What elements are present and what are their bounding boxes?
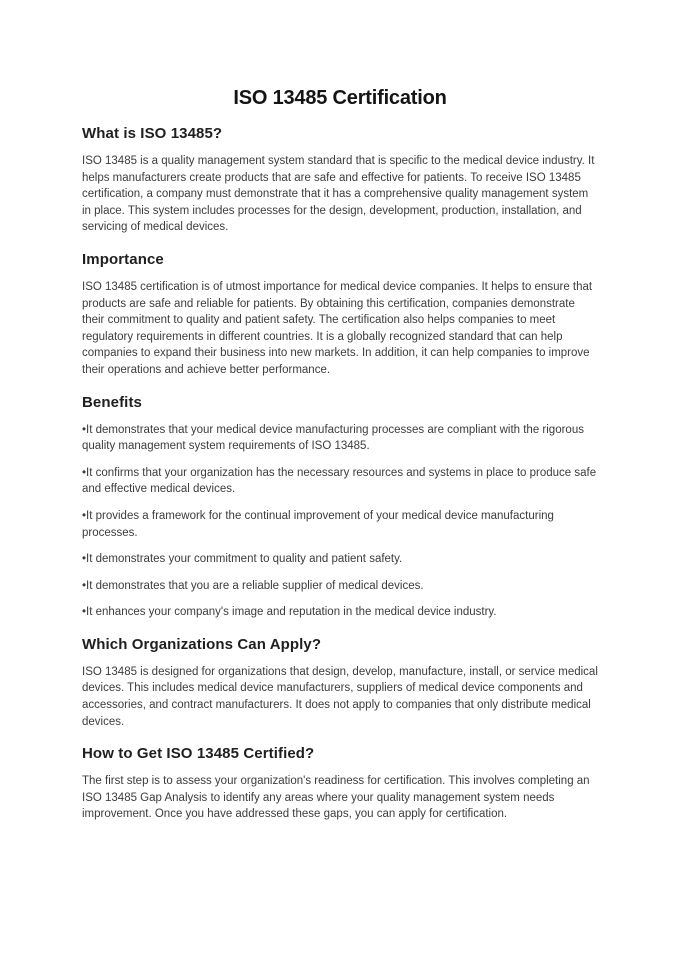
bullet-icon: • (82, 579, 87, 592)
bullet-text: It confirms that your organization has the necessary resources and systems in place to produce safe and effective medical devices. (82, 466, 597, 496)
bullet-item (82, 465, 598, 498)
section-which-organizations (82, 635, 598, 730)
bullet-icon: • (82, 509, 87, 522)
bullet-item (82, 578, 598, 595)
bullet-item (82, 508, 598, 541)
bullet-icon: • (82, 466, 87, 479)
section-what-is (82, 124, 598, 236)
section-heading: Which Organizations Can Apply? (82, 635, 322, 653)
bullet-text: It enhances your company's image and reputation in the medical device industry. (86, 606, 497, 619)
bullet-text: It demonstrates your commitment to quality and patient safety. (86, 553, 403, 566)
bullet-icon: • (82, 606, 87, 619)
section-how-to-get-certified (82, 744, 598, 823)
paragraph: ISO 13485 certification is of utmost importance for medical device companies. It helps to ensure that products are safe and reliable for patients. By obtaining this certification, companies demonstrate their commitment to quality and patient safety. The certification also helps companies to meet regulatory requirements in different countries. It is a globally recognized standard that can help companies to expand their business into new markets. In addition, it can help companies to improve their operations and achieve better performance. (82, 280, 593, 376)
bullet-item (82, 604, 598, 621)
document-title: ISO 13485 Certification (233, 87, 447, 109)
bullet-text: It demonstrates that you are a reliable supplier of medical devices. (86, 579, 424, 592)
paragraph: ISO 13485 is designed for organizations that design, develop, manufacture, install, or service medical devices. This includes medical device manufacturers, suppliers of medical device components and accessories, and contract manufacturers. It does not apply to companies that only distribute medical devices. (82, 665, 598, 728)
bullet-icon: • (82, 553, 87, 566)
section-benefits (82, 393, 598, 621)
section-importance (82, 250, 598, 379)
bullet-item (82, 422, 598, 455)
section-heading: How to Get ISO 13485 Certified? (82, 745, 315, 763)
section-heading: Importance (82, 250, 164, 268)
paragraph: ISO 13485 is a quality management system standard that is specific to the medical device industry. It helps manufacturers create products that are safe and effective for patients. To receive ISO 13485 certification, a company must demonstrate that it has a comprehensive quality management system in place. This system includes processes for the design, development, production, installation, and servicing of medical devices. (82, 155, 595, 234)
bullet-text: It provides a framework for the continual improvement of your medical device manufacturing processes. (82, 509, 554, 539)
bullet-item (82, 551, 598, 568)
section-heading: Benefits (82, 393, 142, 411)
section-heading: What is ISO 13485? (82, 125, 223, 142)
paragraph: The first step is to assess your organization's readiness for certification. This involves completing an ISO 13485 Gap Analysis to identify any areas where your quality management system needs improvement. Once you have addressed these gaps, you can apply for certification. (82, 775, 590, 821)
bullet-icon: • (82, 423, 87, 436)
bullet-text: It demonstrates that your medical device manufacturing processes are compliant with the rigorous quality management system requirements of ISO 13485. (82, 423, 584, 453)
